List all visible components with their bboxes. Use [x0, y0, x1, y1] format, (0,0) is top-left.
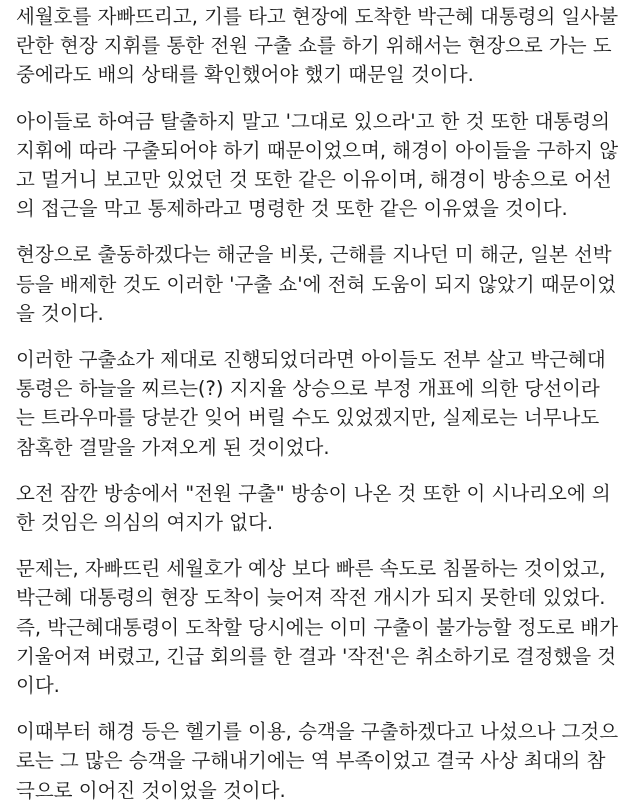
text-line: 중에라도 배의 상태를 확인했어야 했기 때문일 것이다. — [16, 63, 474, 87]
text-line: 극으로 이어진 것이었을 것이다. — [16, 778, 286, 802]
text-line: 기울어져 버렸고, 긴급 회의를 한 결과 '작전'은 취소하기로 결정했을 것 — [16, 644, 617, 668]
paragraph-6 — [16, 554, 630, 700]
text-line: 참혹한 결말을 가져오게 된 것이었다. — [16, 435, 330, 459]
text-line: 을 것이다. — [16, 301, 104, 325]
paragraph-5 — [16, 479, 630, 537]
text-line: 문제는, 자빠뜨린 세월호가 예상 보다 빠른 속도로 침몰하는 것이었고, — [16, 557, 606, 581]
text-line: 한 것임은 의심의 여지가 없다. — [16, 511, 274, 535]
text-line: 이다. — [16, 674, 60, 698]
text-line: 통령은 하늘을 찌르는(?) 지지율 상승으로 부정 개표에 의한 당선이라 — [16, 377, 600, 401]
text-line: 란한 현장 지휘를 통한 전원 구출 쇼를 하기 위해서는 현장으로 가는 도 — [16, 34, 612, 58]
text-line: 아이들로 하여금 탈출하지 말고 '그대로 있으라'고 한 것 또한 대통령의 — [16, 109, 610, 133]
text-line: 세월호를 자빠뜨리고, 기를 타고 현장에 도착한 박근혜 대통령의 일사불 — [16, 5, 619, 28]
paragraph-1 — [16, 2, 630, 90]
text-line: 등을 배제한 것도 이러한 '구출 쇼'에 전혀 도움이 되지 않았기 때문이었 — [16, 272, 617, 296]
text-line: 즉, 박근혜대통령이 도착할 당시에는 이미 구출이 불가능할 정도로 배가 — [16, 615, 619, 639]
text-line: 고 멀거니 보고만 있었던 것 또한 같은 이유이며, 해경이 방송으로 어선 — [16, 168, 612, 192]
text-line: 박근혜 대통령의 현장 도착이 늦어져 작전 개시가 되지 못한데 있었다. — [16, 586, 606, 610]
text-line: 로는 그 많은 승객을 구해내기에는 역 부족이었고 결국 사상 최대의 참 — [16, 749, 606, 773]
text-line: 이때부터 해경 등은 헬기를 이용, 승객을 구출하겠다고 나섰으나 그것으 — [16, 720, 619, 744]
text-line: 의 접근을 막고 통제하라고 명령한 것 또한 같은 이유였을 것이다. — [16, 197, 568, 221]
paragraph-3 — [16, 240, 630, 328]
paragraph-2 — [16, 107, 630, 224]
text-line: 이러한 구출쇼가 제대로 진행되었더라면 아이들도 전부 살고 박근혜대 — [16, 348, 606, 372]
text-line: 오전 잠깐 방송에서 "전원 구출" 방송이 나온 것 또한 이 시나리오에 의 — [16, 481, 611, 505]
paragraph-7 — [16, 717, 630, 805]
text-line: 는 트라우마를 당분간 잊어 버릴 수도 있었겠지만, 실제로는 너무나도 — [16, 406, 600, 430]
text-line: 현장으로 출동하겠다는 해군을 비롯, 근해를 지나던 미 해군, 일본 선박 — [16, 243, 612, 267]
text-line: 지휘에 따라 구출되어야 하기 때문이었으며, 해경이 아이들을 구하지 않 — [16, 138, 619, 162]
paragraph-4 — [16, 345, 630, 462]
